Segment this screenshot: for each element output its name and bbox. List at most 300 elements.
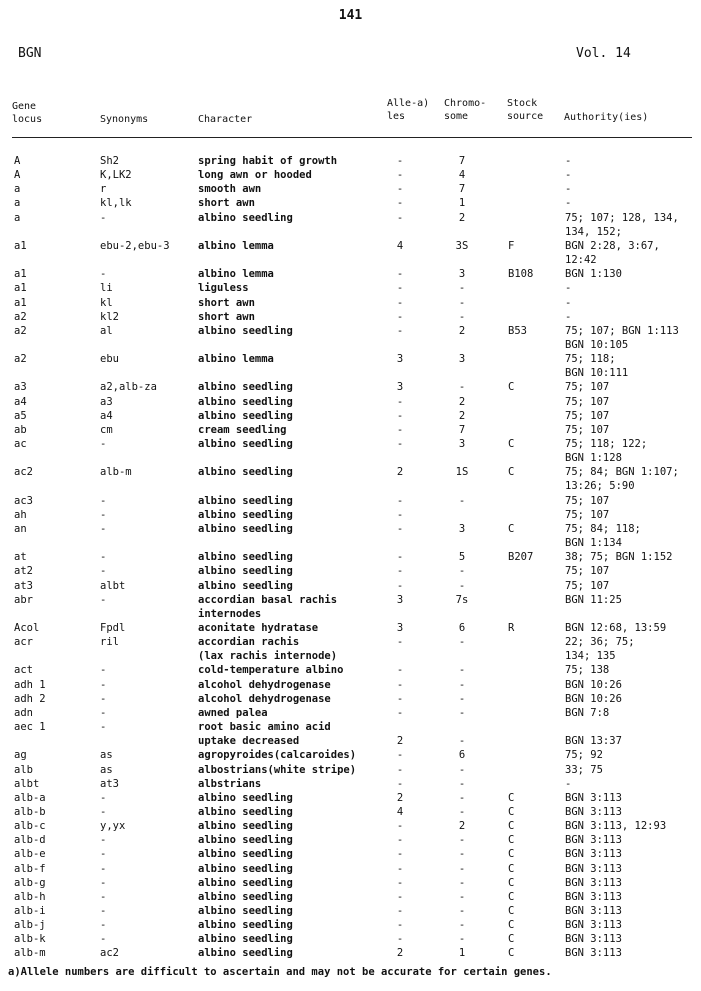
cell-alleles: -: [396, 636, 404, 649]
table-row: [0, 409, 701, 423]
header-synonyms: Synonyms: [100, 114, 149, 125]
cell-alleles: -: [396, 282, 404, 295]
table-row: [0, 154, 701, 168]
cell-chromosome: 1: [458, 197, 466, 210]
cell-gene-locus: ac2: [14, 466, 33, 479]
table-row: [0, 763, 701, 777]
cell-authorities: 75; 138: [565, 664, 610, 677]
cell-chromosome: 6: [458, 749, 466, 762]
cell-chromosome: 3: [458, 268, 466, 281]
cell-chromosome: -: [458, 890, 466, 903]
cell-gene-locus: a: [14, 183, 21, 196]
cell-chromosome: -: [458, 664, 466, 677]
cell-alleles: -: [396, 876, 404, 889]
cell-authorities: 75; 107: [565, 579, 610, 592]
cell-authorities: 75; 84; BGN 1:107;: [565, 466, 679, 479]
cell-alleles: 3: [396, 353, 404, 366]
cell-gene-locus: Acol: [14, 622, 40, 634]
cell-authorities: 75; 107: [565, 565, 610, 578]
cell-alleles: 4: [396, 805, 404, 818]
cell-authorities: -: [565, 197, 572, 210]
cell-synonyms: a3: [100, 395, 113, 408]
cell-chromosome: -: [458, 905, 466, 917]
table-row: [0, 706, 701, 720]
cell-character: albino seedling: [198, 522, 293, 535]
cell-synonyms: cm: [100, 423, 113, 436]
table-row: [0, 395, 701, 409]
cell-authorities: -: [565, 296, 572, 309]
cell-synonyms: -: [100, 678, 107, 691]
cell-synonyms: -: [100, 692, 107, 705]
cell-gene-locus: adh 1: [14, 678, 46, 691]
table-row: [0, 281, 701, 295]
cell-authorities: BGN 3:113, 12:93: [565, 820, 667, 833]
table-row: [0, 225, 701, 239]
cell-authorities: 134, 152;: [565, 225, 622, 238]
cell-authorities: BGN 1:134: [565, 537, 622, 549]
cell-gene-locus: ah: [14, 508, 27, 521]
cell-character: root basic amino acid: [198, 721, 331, 733]
cell-alleles: -: [396, 395, 404, 408]
cell-gene-locus: alb-i: [14, 905, 46, 917]
cell-chromosome: 1S: [455, 466, 469, 479]
cell-chromosome: 7: [458, 155, 466, 167]
cell-gene-locus: a1: [14, 239, 27, 252]
cell-authorities: 22; 36; 75;: [565, 636, 635, 649]
table-row: [0, 635, 701, 649]
cell-stock-source: C: [508, 933, 515, 946]
table-row: [0, 451, 701, 465]
header-chromosome: Chromo- some: [444, 98, 487, 122]
table-row: [0, 663, 701, 677]
cell-chromosome: -: [458, 296, 466, 309]
cell-character: albstrians: [198, 777, 262, 790]
cell-stock-source: C: [508, 522, 515, 535]
cell-synonyms: -: [100, 268, 107, 281]
cell-gene-locus: alb-c: [14, 820, 46, 833]
cell-gene-locus: a5: [14, 409, 27, 422]
cell-chromosome: 7s: [455, 593, 469, 606]
cell-stock-source: C: [508, 791, 515, 804]
cell-synonyms: -: [100, 522, 107, 535]
cell-character: uptake decreased: [198, 735, 300, 748]
cell-character: albino lemma: [198, 353, 274, 366]
cell-stock-source: C: [508, 381, 515, 394]
cell-character: albino seedling: [198, 211, 293, 224]
cell-synonyms: kl: [100, 296, 113, 309]
cell-gene-locus: alb-m: [14, 947, 46, 960]
cell-character: albino seedling: [198, 466, 293, 479]
cell-authorities: BGN 1:128: [565, 452, 622, 465]
cell-character: albino seedling: [198, 862, 293, 875]
table-row: [0, 777, 701, 791]
cell-alleles: -: [396, 664, 404, 677]
cell-chromosome: 3: [458, 522, 466, 535]
cell-gene-locus: ac: [14, 438, 27, 450]
table-row: [0, 593, 701, 607]
cell-synonyms: -: [100, 791, 107, 804]
cell-gene-locus: a1: [14, 268, 27, 281]
table-row: [0, 890, 701, 904]
cell-synonyms: kl,lk: [100, 197, 132, 210]
table-row: [0, 253, 701, 267]
table-row: [0, 904, 701, 918]
cell-gene-locus: alb-a: [14, 791, 46, 804]
cell-authorities: -: [565, 183, 572, 196]
cell-gene-locus: at3: [14, 579, 33, 592]
cell-stock-source: B207: [508, 551, 534, 564]
table-row: [0, 352, 701, 366]
cell-gene-locus: a2: [14, 353, 27, 366]
cell-synonyms: at3: [100, 777, 119, 790]
cell-authorities: 75; 107: [565, 409, 610, 422]
cell-synonyms: -: [100, 551, 107, 564]
cell-alleles: -: [396, 438, 404, 450]
cell-gene-locus: ac3: [14, 494, 33, 507]
cell-gene-locus: an: [14, 522, 27, 535]
cell-alleles: 3: [396, 593, 404, 606]
table-row: [0, 932, 701, 946]
cell-gene-locus: abr: [14, 593, 33, 606]
cell-chromosome: -: [458, 706, 466, 719]
cell-character: albino seedling: [198, 805, 293, 818]
cell-chromosome: 3: [458, 353, 466, 366]
cell-stock-source: C: [508, 820, 515, 833]
cell-alleles: -: [396, 820, 404, 833]
cell-chromosome: -: [458, 579, 466, 592]
cell-gene-locus: alb-j: [14, 919, 46, 932]
cell-alleles: -: [396, 890, 404, 903]
cell-alleles: -: [396, 749, 404, 762]
header-rule: [12, 137, 692, 138]
cell-chromosome: 2: [458, 395, 466, 408]
table-row: [0, 833, 701, 847]
cell-alleles: 2: [396, 947, 404, 960]
cell-alleles: -: [396, 763, 404, 776]
cell-alleles: -: [396, 834, 404, 847]
cell-synonyms: li: [100, 282, 113, 295]
cell-stock-source: C: [508, 947, 515, 960]
cell-character: albino seedling: [198, 565, 293, 578]
cell-character: cold-temperature albino: [198, 664, 344, 677]
cell-gene-locus: act: [14, 664, 33, 677]
cell-chromosome: -: [458, 636, 466, 649]
table-row: [0, 649, 701, 663]
cell-synonyms: -: [100, 862, 107, 875]
cell-authorities: BGN 10:26: [565, 678, 622, 691]
cell-authorities: BGN 3:113: [565, 791, 622, 804]
cell-chromosome: -: [458, 777, 466, 790]
cell-stock-source: C: [508, 890, 515, 903]
cell-synonyms: kl2: [100, 310, 119, 323]
header-gene-locus: Gene locus: [12, 101, 43, 125]
cell-synonyms: -: [100, 721, 107, 733]
cell-synonyms: alb-m: [100, 466, 132, 479]
cell-synonyms: r: [100, 183, 107, 196]
table-row: [0, 791, 701, 805]
cell-authorities: BGN 7:8: [565, 706, 610, 719]
cell-alleles: -: [396, 310, 404, 323]
cell-stock-source: F: [508, 239, 515, 252]
cell-character: accordian basal rachis: [198, 593, 338, 606]
cell-synonyms: Sh2: [100, 155, 119, 167]
cell-synonyms: -: [100, 876, 107, 889]
cell-authorities: 75; 107: [565, 381, 610, 394]
table-row: [0, 338, 701, 352]
cell-character: albino seedling: [198, 395, 293, 408]
cell-synonyms: ebu: [100, 353, 119, 366]
header-alleles: Alle-a) les: [387, 98, 430, 122]
cell-chromosome: 1: [458, 947, 466, 960]
table-row: [0, 607, 701, 621]
cell-character: long awn or hooded: [198, 169, 312, 182]
table-row: [0, 819, 701, 833]
cell-alleles: -: [396, 211, 404, 224]
cell-gene-locus: alb-k: [14, 933, 46, 946]
cell-synonyms: K,LK2: [100, 169, 132, 182]
cell-authorities: -: [565, 169, 572, 182]
cell-gene-locus: adn: [14, 706, 33, 719]
cell-alleles: 3: [396, 622, 404, 634]
cell-chromosome: 2: [458, 211, 466, 224]
cell-authorities: 75; 107; 128, 134,: [565, 211, 679, 224]
cell-gene-locus: a2: [14, 324, 27, 337]
cell-character: albino seedling: [198, 791, 293, 804]
cell-synonyms: -: [100, 890, 107, 903]
cell-authorities: 75; 92: [565, 749, 603, 762]
cell-alleles: -: [396, 678, 404, 691]
cell-alleles: -: [396, 848, 404, 861]
cell-synonyms: -: [100, 706, 107, 719]
table-row: [0, 380, 701, 394]
cell-chromosome: -: [458, 805, 466, 818]
cell-stock-source: C: [508, 438, 515, 450]
cell-synonyms: -: [100, 494, 107, 507]
cell-authorities: 33; 75: [565, 763, 603, 776]
cell-character: aconitate hydratase: [198, 622, 319, 634]
cell-character: albino seedling: [198, 820, 293, 833]
header-character: Character: [198, 114, 253, 125]
cell-chromosome: -: [458, 692, 466, 705]
cell-synonyms: -: [100, 664, 107, 677]
cell-gene-locus: at: [14, 551, 27, 564]
table-row: [0, 805, 701, 819]
cell-character: albino lemma: [198, 268, 274, 281]
cell-gene-locus: acr: [14, 636, 33, 649]
cell-character: short awn: [198, 197, 255, 210]
cell-gene-locus: alb-f: [14, 862, 46, 875]
cell-gene-locus: alb: [14, 763, 33, 776]
cell-alleles: -: [396, 862, 404, 875]
cell-character: albino lemma: [198, 239, 274, 252]
cell-stock-source: C: [508, 834, 515, 847]
cell-character: agropyroides(calcaroides): [198, 749, 357, 762]
cell-character: awned palea: [198, 706, 268, 719]
cell-character: albino seedling: [198, 848, 293, 861]
cell-character: albino seedling: [198, 508, 293, 521]
cell-synonyms: albt: [100, 579, 126, 592]
table-row: [0, 182, 701, 196]
table-row: [0, 494, 701, 508]
cell-character: liguless: [198, 282, 249, 295]
cell-authorities: 13:26; 5:90: [565, 480, 635, 493]
cell-chromosome: -: [458, 381, 466, 394]
table-row: [0, 847, 701, 861]
cell-alleles: -: [396, 169, 404, 182]
cell-alleles: -: [396, 919, 404, 932]
table-row: [0, 876, 701, 890]
cell-gene-locus: a1: [14, 282, 27, 295]
cell-chromosome: 4: [458, 169, 466, 182]
cell-gene-locus: ag: [14, 749, 27, 762]
cell-authorities: -: [565, 777, 572, 790]
cell-synonyms: al: [100, 324, 113, 337]
cell-stock-source: C: [508, 862, 515, 875]
cell-stock-source: C: [508, 466, 515, 479]
header-authorities: Authority(ies): [564, 112, 649, 123]
table-row: [0, 536, 701, 550]
cell-alleles: -: [396, 522, 404, 535]
cell-authorities: -: [565, 310, 572, 323]
cell-character: albino seedling: [198, 834, 293, 847]
cell-gene-locus: a3: [14, 381, 27, 394]
cell-authorities: BGN 3:113: [565, 890, 622, 903]
cell-gene-locus: alb-d: [14, 834, 46, 847]
table-row: [0, 550, 701, 564]
cell-character: albino seedling: [198, 409, 293, 422]
cell-gene-locus: a: [14, 197, 21, 210]
cell-chromosome: 2: [458, 820, 466, 833]
cell-gene-locus: alb-e: [14, 848, 46, 861]
table-row: [0, 508, 701, 522]
cell-character: cream seedling: [198, 423, 287, 436]
cell-authorities: BGN 11:25: [565, 593, 622, 606]
cell-character: albino seedling: [198, 551, 293, 564]
cell-authorities: 75; 107: [565, 395, 610, 408]
cell-gene-locus: adh 2: [14, 692, 46, 705]
cell-authorities: 12:42: [565, 254, 597, 267]
cell-synonyms: -: [100, 919, 107, 932]
table-row: [0, 437, 701, 451]
cell-chromosome: 3S: [455, 239, 469, 252]
cell-character: albino seedling: [198, 947, 293, 960]
cell-gene-locus: albt: [14, 777, 40, 790]
cell-synonyms: -: [100, 508, 107, 521]
table-row: [0, 862, 701, 876]
cell-character: short awn: [198, 310, 255, 323]
cell-gene-locus: A: [14, 155, 21, 167]
cell-alleles: -: [396, 494, 404, 507]
cell-synonyms: Fpdl: [100, 622, 126, 634]
cell-character: albino seedling: [198, 494, 293, 507]
table-row: [0, 465, 701, 479]
table-row: [0, 748, 701, 762]
table-row: [0, 267, 701, 281]
cell-alleles: -: [396, 579, 404, 592]
cell-gene-locus: a2: [14, 310, 27, 323]
cell-character: accordian rachis: [198, 636, 300, 649]
cell-alleles: -: [396, 706, 404, 719]
cell-alleles: -: [396, 155, 404, 167]
table-row: [0, 734, 701, 748]
cell-synonyms: a2,alb-za: [100, 381, 157, 394]
cell-alleles: -: [396, 933, 404, 946]
cell-alleles: 3: [396, 381, 404, 394]
cell-stock-source: C: [508, 848, 515, 861]
footnote: a)Allele numbers are difficult to ascertain and may not be accurate for certain genes.: [8, 966, 552, 978]
cell-character: alcohol dehydrogenase: [198, 678, 331, 691]
cell-authorities: BGN 3:113: [565, 834, 622, 847]
cell-alleles: -: [396, 197, 404, 210]
cell-stock-source: C: [508, 905, 515, 917]
cell-authorities: -: [565, 282, 572, 295]
table-row: [0, 211, 701, 225]
cell-synonyms: -: [100, 848, 107, 861]
cell-character: short awn: [198, 296, 255, 309]
cell-character: alcohol dehydrogenase: [198, 692, 331, 705]
table-row: [0, 296, 701, 310]
cell-synonyms: ebu-2,ebu-3: [100, 239, 170, 252]
cell-gene-locus: A: [14, 169, 21, 182]
table-row: [0, 168, 701, 182]
cell-alleles: 2: [396, 735, 404, 748]
cell-alleles: -: [396, 508, 404, 521]
cell-chromosome: -: [458, 735, 466, 748]
cell-authorities: 75; 107; BGN 1:113: [565, 324, 679, 337]
cell-synonyms: -: [100, 905, 107, 917]
cell-authorities: BGN 1:130: [565, 268, 622, 281]
cell-synonyms: -: [100, 933, 107, 946]
cell-alleles: 4: [396, 239, 404, 252]
cell-character: internodes: [198, 607, 262, 620]
cell-alleles: -: [396, 268, 404, 281]
cell-character: spring habit of growth: [198, 155, 338, 167]
cell-alleles: -: [396, 409, 404, 422]
cell-chromosome: -: [458, 565, 466, 578]
table-row: [0, 621, 701, 635]
cell-character: albino seedling: [198, 919, 293, 932]
cell-synonyms: -: [100, 593, 107, 606]
cell-gene-locus: at2: [14, 565, 33, 578]
cell-authorities: BGN 13:37: [565, 735, 622, 748]
journal-title: BGN: [18, 46, 42, 61]
cell-authorities: BGN 3:113: [565, 933, 622, 946]
cell-synonyms: -: [100, 565, 107, 578]
cell-gene-locus: alb-g: [14, 876, 46, 889]
cell-authorities: BGN 3:113: [565, 862, 622, 875]
cell-alleles: -: [396, 183, 404, 196]
cell-chromosome: -: [458, 848, 466, 861]
cell-authorities: 75; 118;: [565, 353, 616, 366]
cell-alleles: -: [396, 905, 404, 917]
table-row: [0, 678, 701, 692]
cell-alleles: 2: [396, 466, 404, 479]
cell-gene-locus: a: [14, 211, 21, 224]
cell-authorities: BGN 10:26: [565, 692, 622, 705]
cell-stock-source: C: [508, 876, 515, 889]
cell-chromosome: -: [458, 678, 466, 691]
cell-gene-locus: alb-b: [14, 805, 46, 818]
table-row: [0, 579, 701, 593]
cell-chromosome: 2: [458, 409, 466, 422]
table-row: [0, 564, 701, 578]
cell-authorities: 75; 84; 118;: [565, 522, 641, 535]
table-row: [0, 196, 701, 210]
cell-authorities: 134; 135: [565, 650, 616, 663]
cell-chromosome: 3: [458, 438, 466, 450]
cell-gene-locus: a4: [14, 395, 27, 408]
cell-chromosome: -: [458, 494, 466, 507]
